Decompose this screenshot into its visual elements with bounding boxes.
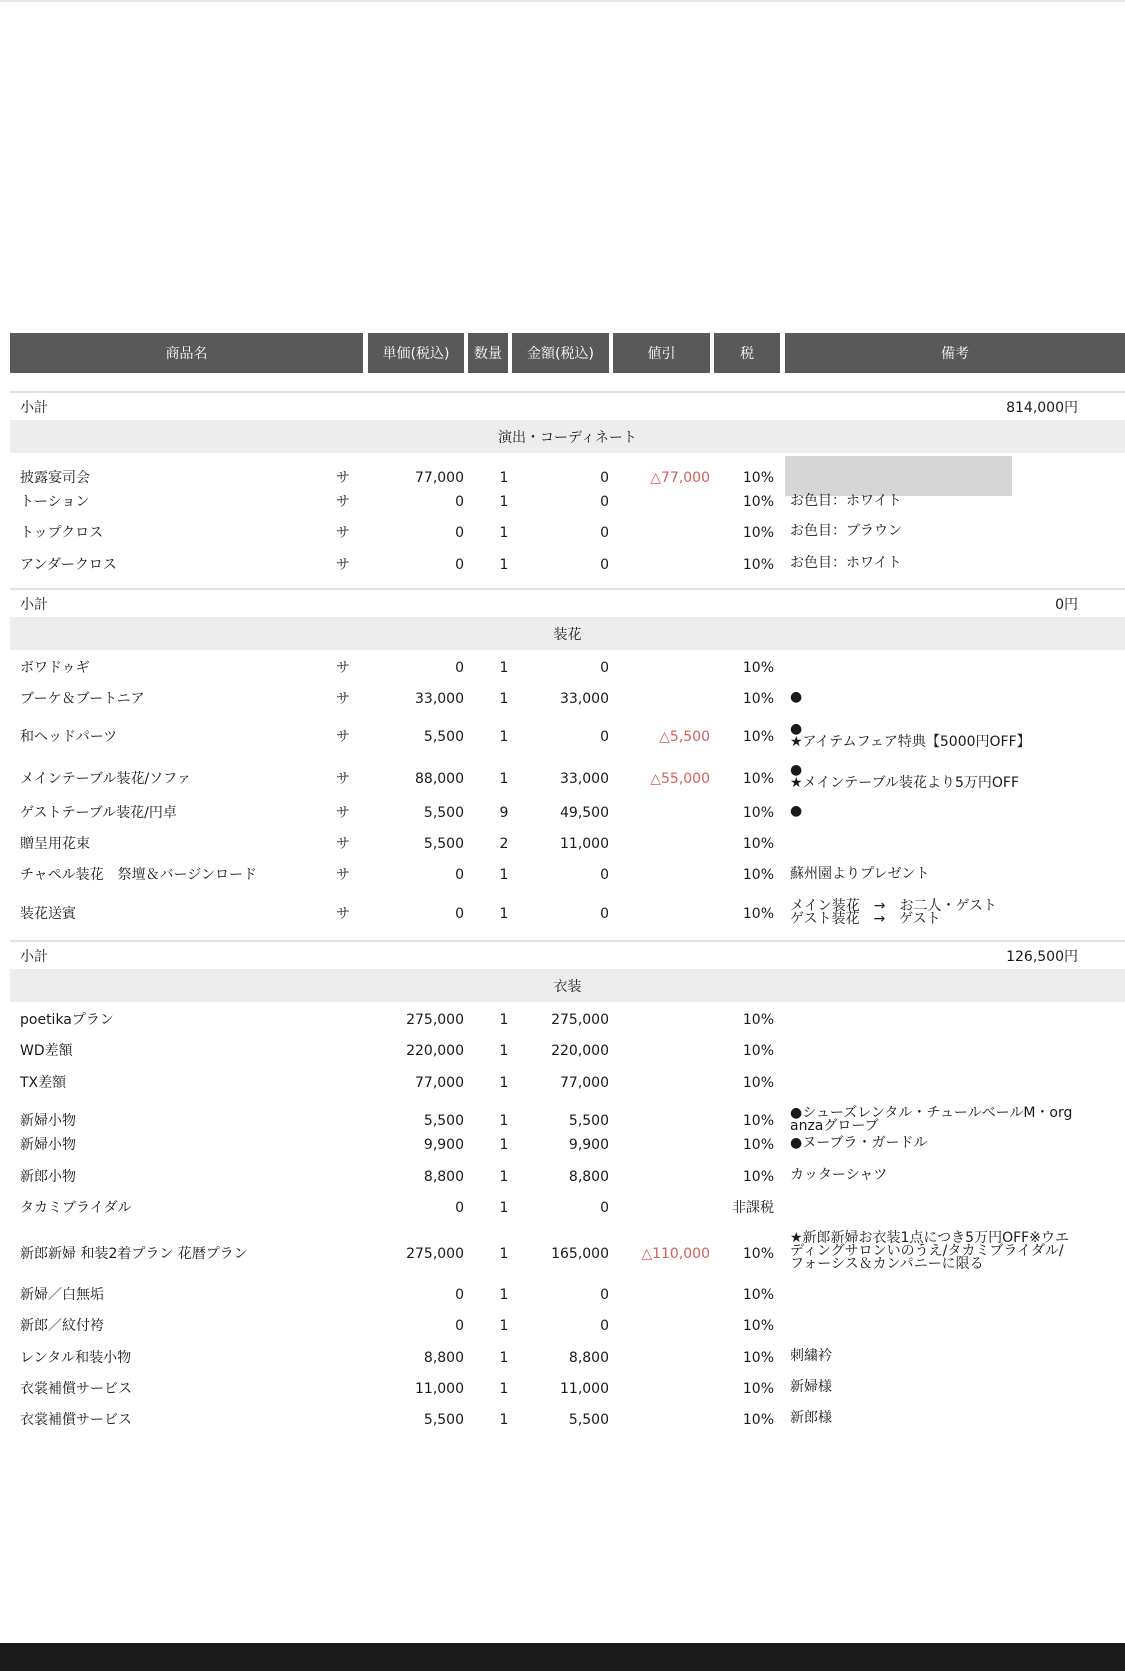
item-unit-price: 5,500 (423, 729, 464, 745)
item-qty: 1 (499, 470, 509, 486)
item-name: 新婦小物 (20, 1137, 76, 1153)
item-unit-price: 0 (455, 525, 464, 541)
item-tax: 非課税 (732, 1200, 774, 1216)
item-amount: 0 (600, 494, 609, 510)
item-unit-price: 0 (455, 557, 464, 573)
item-tax: 10% (742, 557, 774, 573)
item-qty: 1 (499, 1043, 509, 1059)
item-mark: サ (336, 867, 350, 883)
item-amount: 11,000 (560, 836, 609, 852)
item-qty: 1 (499, 867, 509, 883)
item-note: ● ★アイテムフェア特典【5000円OFF】 (790, 721, 1031, 750)
item-qty: 2 (499, 836, 509, 852)
item-mark: サ (336, 771, 350, 787)
item-tax: 10% (742, 1350, 774, 1366)
item-tax: 10% (742, 1075, 774, 1091)
item-name: タカミブライダル (20, 1200, 132, 1216)
item-tax: 10% (742, 494, 774, 510)
item-amount: 77,000 (560, 1075, 609, 1091)
item-amount: 9,900 (568, 1137, 609, 1153)
item-qty: 1 (499, 660, 509, 676)
item-unit-price: 0 (455, 1318, 464, 1334)
item-mark: サ (336, 836, 350, 852)
item-qty: 1 (499, 906, 509, 922)
item-qty: 1 (499, 525, 509, 541)
item-unit-price: 77,000 (415, 470, 464, 486)
item-amount: 5,500 (568, 1412, 609, 1428)
item-unit-price: 275,000 (406, 1012, 464, 1028)
item-amount: 0 (600, 1287, 609, 1303)
item-qty: 1 (499, 1137, 509, 1153)
item-unit-price: 5,500 (423, 1113, 464, 1129)
item-qty: 1 (499, 1113, 509, 1129)
item-unit-price: 11,000 (415, 1381, 464, 1397)
divider (10, 940, 1125, 942)
item-mark: サ (336, 729, 350, 745)
divider (10, 391, 1125, 393)
item-amount: 0 (600, 867, 609, 883)
item-mark: サ (336, 525, 350, 541)
item-name: チャペル装花 祭壇＆バージンロード (20, 867, 257, 883)
subtotal-amount: 126,500円 (1006, 949, 1078, 965)
subtotal-label: 小計 (20, 949, 48, 965)
item-name: 新郎／紋付袴 (20, 1318, 104, 1334)
item-amount: 0 (600, 729, 609, 745)
item-discount: △77,000 (650, 470, 710, 486)
item-qty: 1 (499, 691, 509, 707)
item-note: ● (790, 689, 803, 705)
item-name: メインテーブル装花/ソファ (20, 771, 191, 787)
item-qty: 1 (499, 1169, 509, 1185)
subtotal-label: 小計 (20, 400, 48, 416)
item-name: 贈呈用花束 (20, 836, 90, 852)
column-header-amount: 金額(税込) (512, 333, 609, 373)
item-name: 衣裳補償サービス (20, 1412, 132, 1428)
item-unit-price: 220,000 (406, 1043, 464, 1059)
item-tax: 10% (742, 1287, 774, 1303)
item-note: 新婦様 (790, 1379, 832, 1395)
item-name: 衣裳補償サービス (20, 1381, 132, 1397)
subtotal-label: 小計 (20, 597, 48, 613)
item-tax: 10% (742, 470, 774, 486)
item-unit-price: 9,900 (423, 1137, 464, 1153)
item-amount: 5,500 (568, 1113, 609, 1129)
item-mark: サ (336, 557, 350, 573)
item-qty: 1 (499, 1381, 509, 1397)
item-qty: 1 (499, 1287, 509, 1303)
section-header: 演出・コーディネート (10, 420, 1125, 453)
item-unit-price: 0 (455, 494, 464, 510)
item-tax: 10% (742, 525, 774, 541)
item-amount: 275,000 (551, 1012, 609, 1028)
column-header-name: 商品名 (10, 333, 363, 373)
item-unit-price: 77,000 (415, 1075, 464, 1091)
item-tax: 10% (742, 1412, 774, 1428)
item-amount: 165,000 (551, 1246, 609, 1262)
item-amount: 0 (600, 660, 609, 676)
item-amount: 0 (600, 1200, 609, 1216)
item-name: ブーケ＆ブートニア (20, 691, 145, 707)
item-unit-price: 0 (455, 867, 464, 883)
item-name: ボワドゥギ (20, 660, 90, 676)
item-unit-price: 0 (455, 1200, 464, 1216)
item-name: 新郎小物 (20, 1169, 76, 1185)
item-amount: 0 (600, 470, 609, 486)
item-amount: 8,800 (568, 1169, 609, 1185)
item-name: 新婦／白無垢 (20, 1287, 104, 1303)
section-header: 装花 (10, 617, 1125, 650)
item-name: TX差額 (20, 1075, 67, 1091)
item-amount: 33,000 (560, 771, 609, 787)
item-tax: 10% (742, 1043, 774, 1059)
column-header-notes: 備考 (785, 333, 1125, 373)
item-tax: 10% (742, 1246, 774, 1262)
item-tax: 10% (742, 1113, 774, 1129)
item-qty: 9 (499, 805, 509, 821)
item-name: 新婦小物 (20, 1113, 76, 1129)
subtotal-amount: 0円 (1055, 597, 1078, 613)
item-mark: サ (336, 691, 350, 707)
item-unit-price: 0 (455, 660, 464, 676)
subtotal-amount: 814,000円 (1006, 400, 1078, 416)
item-qty: 1 (499, 1318, 509, 1334)
item-name: レンタル和装小物 (20, 1350, 132, 1366)
item-note: お色目：ホワイト (790, 493, 902, 509)
item-note: 新郎様 (790, 1410, 832, 1426)
item-note: ● (790, 803, 803, 819)
item-unit-price: 8,800 (423, 1169, 464, 1185)
item-qty: 1 (499, 1412, 509, 1428)
item-tax: 10% (742, 660, 774, 676)
item-tax: 10% (742, 836, 774, 852)
item-note: ●シューズレンタル・チュールベールM・org anzaグローブ (790, 1105, 1073, 1134)
item-amount: 0 (600, 525, 609, 541)
item-amount: 8,800 (568, 1350, 609, 1366)
item-qty: 1 (499, 1012, 509, 1028)
item-qty: 1 (499, 771, 509, 787)
column-header-unit-price: 単価(税込) (368, 333, 464, 373)
item-qty: 1 (499, 1200, 509, 1216)
item-qty: 1 (499, 729, 509, 745)
section-header: 衣装 (10, 969, 1125, 1002)
item-mark: サ (336, 660, 350, 676)
item-amount: 220,000 (551, 1043, 609, 1059)
item-unit-price: 5,500 (423, 805, 464, 821)
item-note: ★新郎新婦お衣装1点につき5万円OFF※ウエ ディングサロンいのうえ/タカミブライダル/ フォーシス＆カンパニーに限る (790, 1230, 1069, 1272)
item-name: トップクロス (20, 525, 104, 541)
item-unit-price: 8,800 (423, 1350, 464, 1366)
item-tax: 10% (742, 867, 774, 883)
item-discount: △5,500 (659, 729, 710, 745)
item-qty: 1 (499, 1246, 509, 1262)
item-unit-price: 0 (455, 906, 464, 922)
item-qty: 1 (499, 1075, 509, 1091)
top-border (0, 0, 1125, 2)
column-header-discount: 値引 (613, 333, 710, 373)
item-note: ●ヌーブラ・ガードル (790, 1135, 928, 1151)
item-discount: △55,000 (650, 771, 710, 787)
item-note: お色目：ホワイト (790, 555, 902, 571)
item-note: お色目：ブラウン (790, 523, 902, 539)
item-name: トーション (20, 494, 90, 510)
item-note: メイン装花 → お二人・ゲスト ゲスト装花 → ゲスト (790, 898, 997, 927)
divider (10, 588, 1125, 590)
item-name: 新郎新婦 和装2着プラン 花暦プラン (20, 1246, 248, 1262)
item-amount: 0 (600, 557, 609, 573)
item-note: カッターシャツ (790, 1167, 888, 1183)
item-tax: 10% (742, 1137, 774, 1153)
item-qty: 1 (499, 557, 509, 573)
column-header-qty: 数量 (468, 333, 508, 373)
item-unit-price: 88,000 (415, 771, 464, 787)
item-mark: サ (336, 906, 350, 922)
item-qty: 1 (499, 494, 509, 510)
item-tax: 10% (742, 1012, 774, 1028)
item-note: 蘇州園よりプレゼント (790, 866, 930, 882)
item-unit-price: 5,500 (423, 836, 464, 852)
item-unit-price: 33,000 (415, 691, 464, 707)
item-tax: 10% (742, 729, 774, 745)
item-name: poetikaプラン (20, 1012, 114, 1028)
redacted-block (785, 456, 1012, 496)
item-tax: 10% (742, 1381, 774, 1397)
item-name: WD差額 (20, 1043, 73, 1059)
item-qty: 1 (499, 1350, 509, 1366)
item-mark: サ (336, 470, 350, 486)
item-tax: 10% (742, 1169, 774, 1185)
item-mark: サ (336, 805, 350, 821)
item-amount: 0 (600, 1318, 609, 1334)
item-tax: 10% (742, 805, 774, 821)
item-mark: サ (336, 494, 350, 510)
item-amount: 33,000 (560, 691, 609, 707)
item-tax: 10% (742, 906, 774, 922)
item-unit-price: 5,500 (423, 1412, 464, 1428)
item-amount: 49,500 (560, 805, 609, 821)
item-tax: 10% (742, 771, 774, 787)
item-name: ゲストテーブル装花/円卓 (20, 805, 177, 821)
item-note: 刺繍衿 (790, 1348, 832, 1364)
item-unit-price: 0 (455, 1287, 464, 1303)
item-name: アンダークロス (20, 557, 117, 573)
item-unit-price: 275,000 (406, 1246, 464, 1262)
item-amount: 0 (600, 906, 609, 922)
column-header-tax: 税 (714, 333, 780, 373)
item-name: 装花送賓 (20, 906, 76, 922)
item-amount: 11,000 (560, 1381, 609, 1397)
item-name: 和ヘッドパーツ (20, 729, 118, 745)
item-note: ● ★メインテーブル装花より5万円OFF (790, 762, 1020, 791)
item-discount: △110,000 (641, 1246, 710, 1262)
item-tax: 10% (742, 691, 774, 707)
item-tax: 10% (742, 1318, 774, 1334)
item-name: 披露宴司会 (20, 470, 90, 486)
bottom-bar (0, 1643, 1125, 1671)
